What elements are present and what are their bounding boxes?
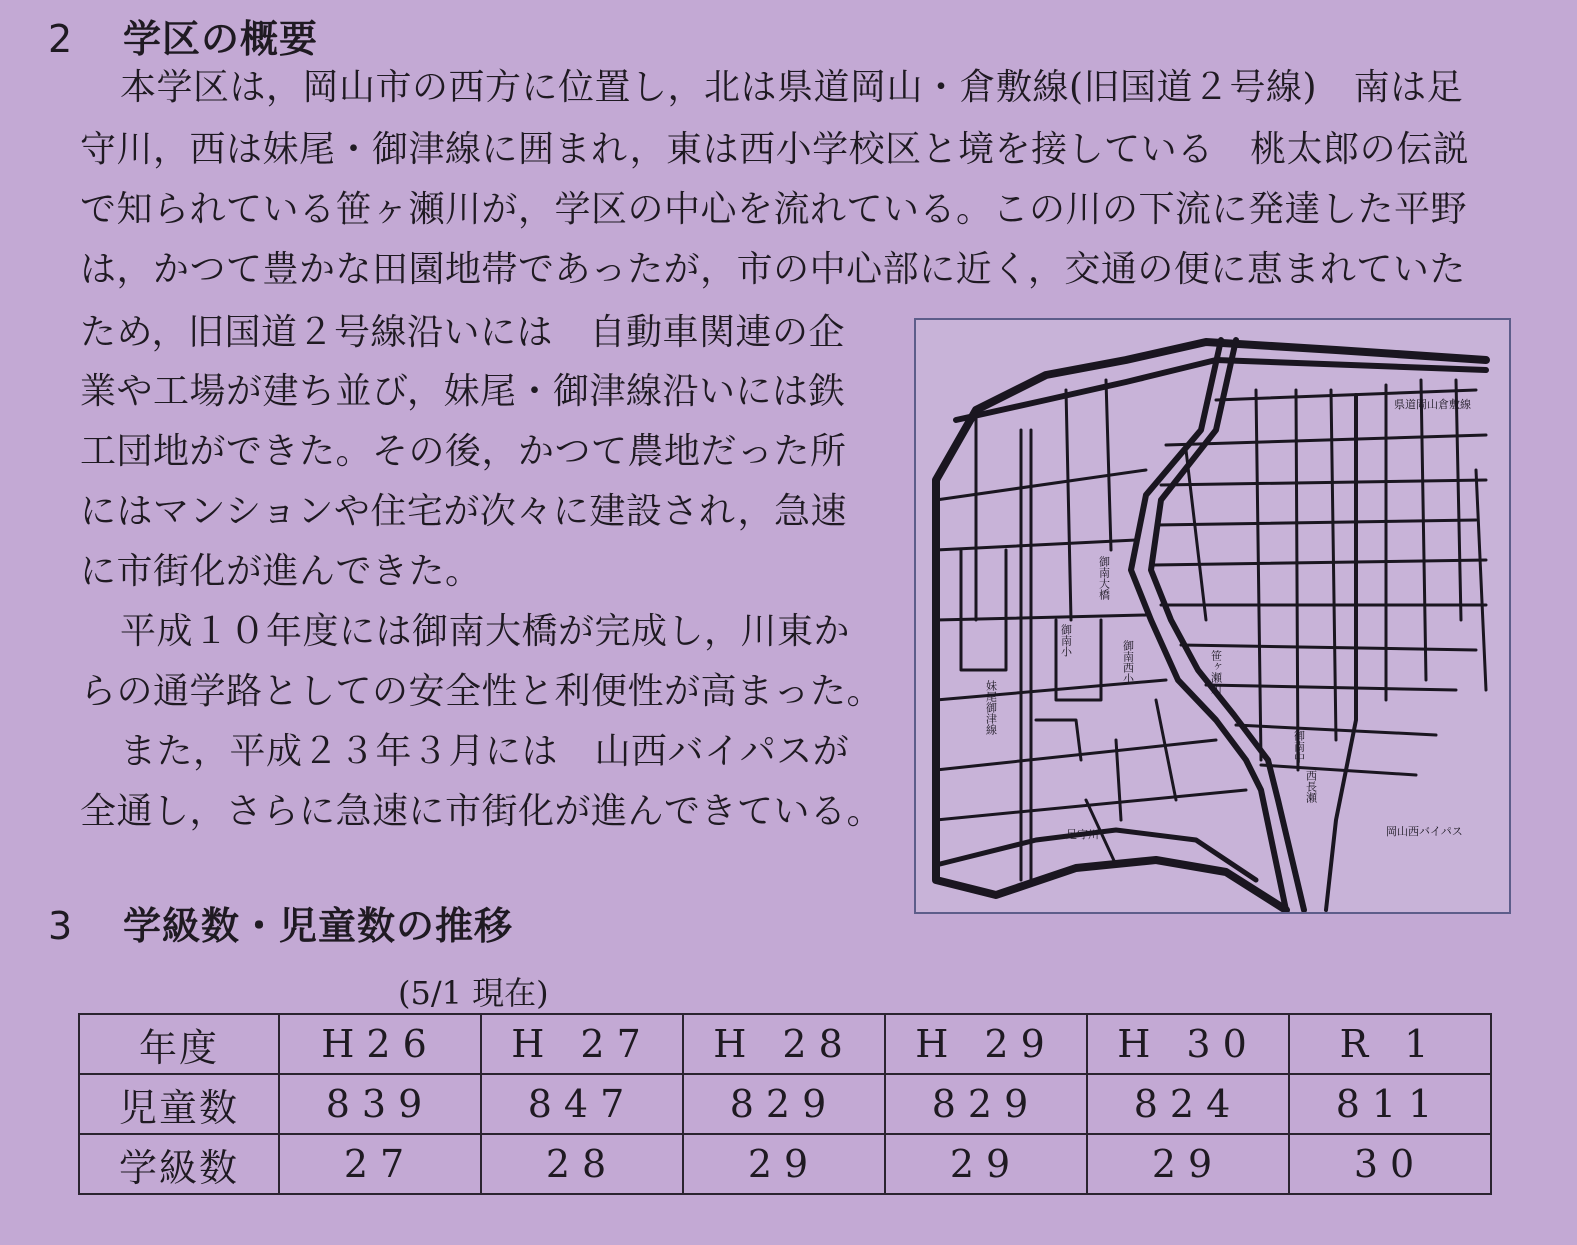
label-north-road: 県道岡山倉敷線 (1394, 398, 1471, 411)
table-cell: 29 (885, 1134, 1087, 1194)
table-cell: H 29 (885, 1014, 1087, 1074)
table-cell: 30 (1289, 1134, 1491, 1194)
body-line-1: 本学区は，岡山市の西方に位置し，北は県道岡山・倉敷線(旧国道２号線) 南は足 (120, 67, 1464, 108)
body-line-6: 業や工場が建ち並び，妹尾・御津線沿いには鉄 (80, 371, 846, 412)
label-school-elem2: 御南西小 (1121, 640, 1135, 684)
table-cell: 829 (885, 1074, 1087, 1134)
label-west-road: 妹尾御津線 (984, 680, 998, 735)
body-line-3: で知られている笹ヶ瀬川が，学区の中心を流れている。この川の下流に発達した平野 (80, 189, 1468, 230)
table-row (79, 1074, 1491, 1134)
section-2-heading (48, 8, 318, 63)
label-south-river: 足守川 (1066, 828, 1099, 841)
class-student-table (78, 1013, 1492, 1195)
section-2-number: 2 (48, 17, 74, 61)
school-district-map (914, 318, 1511, 914)
body-line-12: また，平成２３年３月には 山西バイパスが (120, 731, 850, 772)
table-cell: 年度 (79, 1014, 279, 1074)
table-cell: H26 (279, 1014, 481, 1074)
table-cell: 28 (481, 1134, 683, 1194)
label-river: 笹ヶ瀬川 (1209, 650, 1223, 694)
label-school-jhs: 御南中 (1292, 730, 1306, 763)
section-3-title: 学級数・児童数の推移 (123, 904, 514, 948)
label-bypass: 岡山西バイパス (1386, 825, 1463, 838)
table-cell: R 1 (1289, 1014, 1491, 1074)
table-cell: 847 (481, 1074, 683, 1134)
body-line-9: に市街化が進んできた。 (80, 551, 482, 592)
body-line-8: にはマンションや住宅が次々に建設され，急速 (80, 491, 848, 532)
label-bridge: 御南大橋 (1097, 556, 1111, 600)
table-cell: 811 (1289, 1074, 1491, 1134)
as-of-note: (5/1 現在) (398, 974, 549, 1012)
label-school-elem: 御南小 (1059, 624, 1073, 657)
table-cell: 29 (683, 1134, 885, 1194)
table-row (79, 1134, 1491, 1194)
body-line-11: らの通学路としての安全性と利便性が高まった。 (80, 671, 884, 712)
section-3-heading (48, 895, 513, 950)
table-cell: H 27 (481, 1014, 683, 1074)
body-line-4: は，かつて豊かな田園地帯であったが，市の中心部に近く，交通の便に恵まれていた (80, 249, 1466, 290)
table-cell: 824 (1087, 1074, 1289, 1134)
section-3-number: 3 (48, 904, 74, 948)
table-header-row (79, 1014, 1491, 1074)
table-cell: 29 (1087, 1134, 1289, 1194)
body-line-2: 守川，西は妹尾・御津線に囲まれ，東は西小学校区と境を接している 桃太郎の伝説 (80, 129, 1470, 170)
table-cell: 学級数 (79, 1134, 279, 1194)
body-line-5: ため，旧国道２号線沿いには 自動車関連の企 (80, 312, 846, 353)
table-cell: H 28 (683, 1014, 885, 1074)
table-cell: 839 (279, 1074, 481, 1134)
map-drawing (916, 320, 1509, 912)
body-line-7: 工団地ができた。その後，かつて農地だった所 (80, 431, 847, 472)
body-line-10: 平成１０年度には御南大橋が完成し，川東か (120, 611, 851, 652)
section-2-title: 学区の概要 (123, 17, 319, 61)
table-cell: 27 (279, 1134, 481, 1194)
table-cell: 829 (683, 1074, 885, 1134)
body-line-13: 全通し，さらに急速に市街化が進んできている。 (80, 791, 884, 832)
table-cell: 児童数 (79, 1074, 279, 1134)
table-cell: H 30 (1087, 1014, 1289, 1074)
label-west-park: 西長瀬 (1304, 770, 1318, 803)
